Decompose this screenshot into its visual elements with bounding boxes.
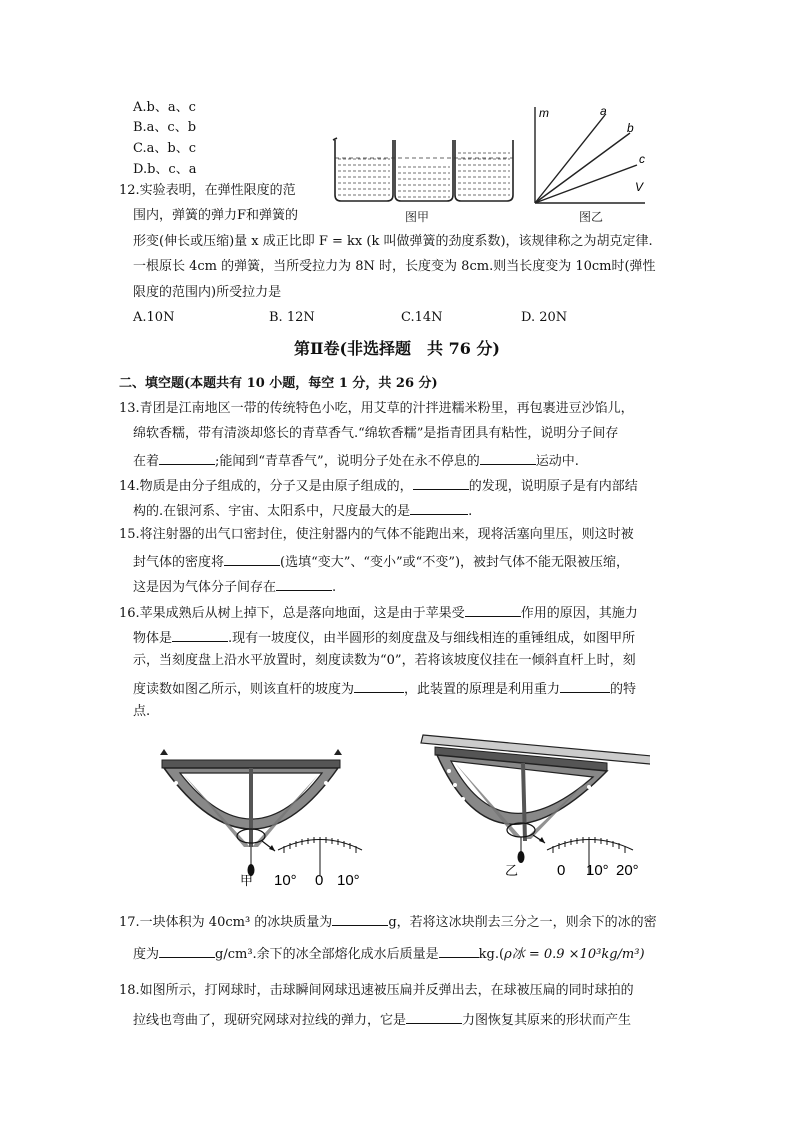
q16-blank-1[interactable] <box>465 603 521 617</box>
q11-option-d: D.b、c、a <box>133 162 197 177</box>
section-title: 第Ⅱ卷(非选择题 共 76 分) <box>293 339 501 358</box>
q12-line4: 一根原长 4cm 的弹簧，当所受拉力为 8N 时，长度变为 8cm.则当长度变为 10cm时(弹性 <box>133 259 656 274</box>
beaker-1 <box>333 138 393 201</box>
scale-jia <box>278 837 362 875</box>
q16-text-d: .现有一坡度仪，由半圆形的刻度盘及与细线相连的重锤组成，如图甲所 <box>228 631 636 646</box>
q13-blank-1[interactable] <box>159 451 215 465</box>
q18-line2 <box>133 1010 631 1029</box>
q13-line2: 绵软香糯，带有清淡却悠长的青草香气.“绵软香糯”是指青团具有粘性，说明分子间存 <box>133 426 619 441</box>
q14-text-c: 构的.在银河系、宇宙、太阳系中，尺度最大的是 <box>133 504 411 519</box>
q12-option-c: C.14N <box>401 310 443 325</box>
q12-line5: 限度的范围内)所受拉力是 <box>133 285 282 300</box>
q17-text-a: 17.一块体积为 40cm³ 的冰块质量为 <box>119 915 333 930</box>
q17-density-formula: ρ冰 = 0.9 ×10³kg/m³) <box>504 947 645 962</box>
q13-line1: 13.青团是江南地区一带的传统特色小吃，用艾草的汁拌进糯米粉里，再包裹进豆沙馅儿， <box>119 401 634 416</box>
fill-section-header: 二、填空题(本题共有 10 小题，每空 1 分，共 26 分) <box>119 376 438 391</box>
tick-right-20: 20° <box>616 862 639 879</box>
q15-blank-2[interactable] <box>276 577 332 591</box>
q17-blank-3[interactable] <box>439 944 479 958</box>
q16-text-a: 16.苹果成熟后从树上掉下，总是落向地面，这是由于苹果受 <box>119 606 465 621</box>
x-axis-label: V <box>635 180 644 194</box>
q14-blank-1[interactable] <box>413 476 469 490</box>
label-jia: 甲 <box>240 873 254 888</box>
q11-option-a: A.b、a、c <box>133 100 196 115</box>
q15-text-d: . <box>332 580 337 595</box>
q16-line2 <box>133 628 635 647</box>
q15-text-b: (选填“变大”、“变小”或“不变”)，被封气体不能无限被压缩， <box>280 555 630 570</box>
q12-line1: 12.实验表明，在弹性限度的范 <box>119 183 296 198</box>
q16-line1 <box>119 603 638 622</box>
figure-slope-meters <box>150 725 650 895</box>
q12-line2: 围内，弹簧的弹力F和弹簧的 <box>133 208 299 223</box>
q18-blank-1[interactable] <box>406 1010 462 1024</box>
label-yi: 乙 <box>505 863 519 878</box>
line-c-label: c <box>639 152 645 166</box>
q13-blank-2[interactable] <box>480 451 536 465</box>
line-a-label: a <box>600 104 607 118</box>
slope-meter-jia <box>160 749 342 876</box>
q17-blank-1[interactable] <box>332 912 388 926</box>
q17-text-e: kg.( <box>478 947 505 962</box>
q14-text-a: 14.物质是由分子组成的，分子又是由原子组成的， <box>119 479 413 494</box>
tick-right-10: 10° <box>586 862 609 879</box>
tick-left-10b: 10° <box>337 872 360 889</box>
caption-jia: 图甲 <box>405 210 430 224</box>
q18-text-a: 拉线也弯曲了，现研究网球对拉线的弹力，它是 <box>133 1013 407 1028</box>
q17-line1 <box>119 912 657 931</box>
q15-line3 <box>133 577 336 596</box>
q12-option-d: D. 20N <box>521 310 568 325</box>
q15-blank-1[interactable] <box>224 552 280 566</box>
q12-option-b: B. 12N <box>269 310 315 325</box>
q13-text-c: 运动中. <box>535 454 579 469</box>
q16-line5: 点. <box>133 704 151 719</box>
q14-line2 <box>133 501 472 520</box>
q16-text-c: 物体是 <box>133 631 173 646</box>
tick-left-10: 10° <box>274 872 297 889</box>
tick-right-0: 0 <box>557 862 566 879</box>
beaker-2 <box>395 140 453 201</box>
figure-beakers-graph <box>325 95 665 230</box>
q14-blank-2[interactable] <box>410 501 468 515</box>
q16-text-g: 的特 <box>610 682 637 697</box>
q13-text-a: 在着 <box>133 454 160 469</box>
q17-text-c: 度为 <box>133 947 160 962</box>
q11-option-b: B.a、c、b <box>133 120 197 135</box>
q15-line2 <box>133 552 629 571</box>
q16-blank-2[interactable] <box>172 628 228 642</box>
q14-line1 <box>119 476 638 495</box>
tick-left-0: 0 <box>315 872 324 889</box>
slope-meter-yi <box>421 735 650 863</box>
q16-line3: 示，当刻度盘上沿水平放置时，刻度读数为“0”，若将该坡度仪挂在一倾斜直杆上时，刻 <box>133 653 636 668</box>
q17-line2 <box>133 944 645 963</box>
q17-text-b: g，若将这冰块削去三分之一，则余下的冰的密 <box>388 915 657 930</box>
q15-text-c: 这是因为气体分子间存在 <box>133 580 277 595</box>
q16-blank-3[interactable] <box>354 679 404 693</box>
q18-text-b: 力图恢复其原来的形状而产生 <box>462 1013 632 1028</box>
q16-text-b: 作用的原因，其施力 <box>520 606 638 621</box>
q14-text-d: . <box>468 504 473 519</box>
q13-text-b: ;能闻到“青草香气”，说明分子处在永不停息的 <box>215 454 480 469</box>
q13-line3 <box>133 451 579 470</box>
beaker-3 <box>455 140 513 201</box>
q12-line3: 形变(伸长或压缩)量 x 成正比即 F = kx (k 叫做弹簧的劲度系数)，该规律称之为胡克定律. <box>133 234 653 249</box>
q16-line4 <box>133 679 636 698</box>
q11-option-c: C.a、b、c <box>133 141 196 156</box>
q17-blank-2[interactable] <box>159 944 215 958</box>
caption-yi: 图乙 <box>579 210 604 224</box>
q12-option-a: A.10N <box>133 310 175 325</box>
q14-text-b: 的发现，说明原子是有内部结 <box>468 479 638 494</box>
q15-line1: 15.将注射器的出气口密封住，使注射器内的气体不能跑出来，现将活塞向里压，则这时被 <box>119 527 634 542</box>
line-b-label: b <box>627 121 634 135</box>
y-axis-label: m <box>539 106 549 120</box>
q18-line1: 18.如图所示，打网球时，击球瞬间网球迅速被压扁并反弹出去，在球被压扁的同时球拍的 <box>119 983 634 998</box>
q17-text-d: g/cm³.余下的冰全部熔化成水后质量是 <box>215 947 439 962</box>
q16-text-f: ，此装置的原理是利用重力 <box>404 682 561 697</box>
q15-text-a: 封气体的密度将 <box>133 555 225 570</box>
q16-text-e: 度读数如图乙所示，则该直杆的坡度为 <box>133 682 355 697</box>
q16-blank-4[interactable] <box>560 679 610 693</box>
